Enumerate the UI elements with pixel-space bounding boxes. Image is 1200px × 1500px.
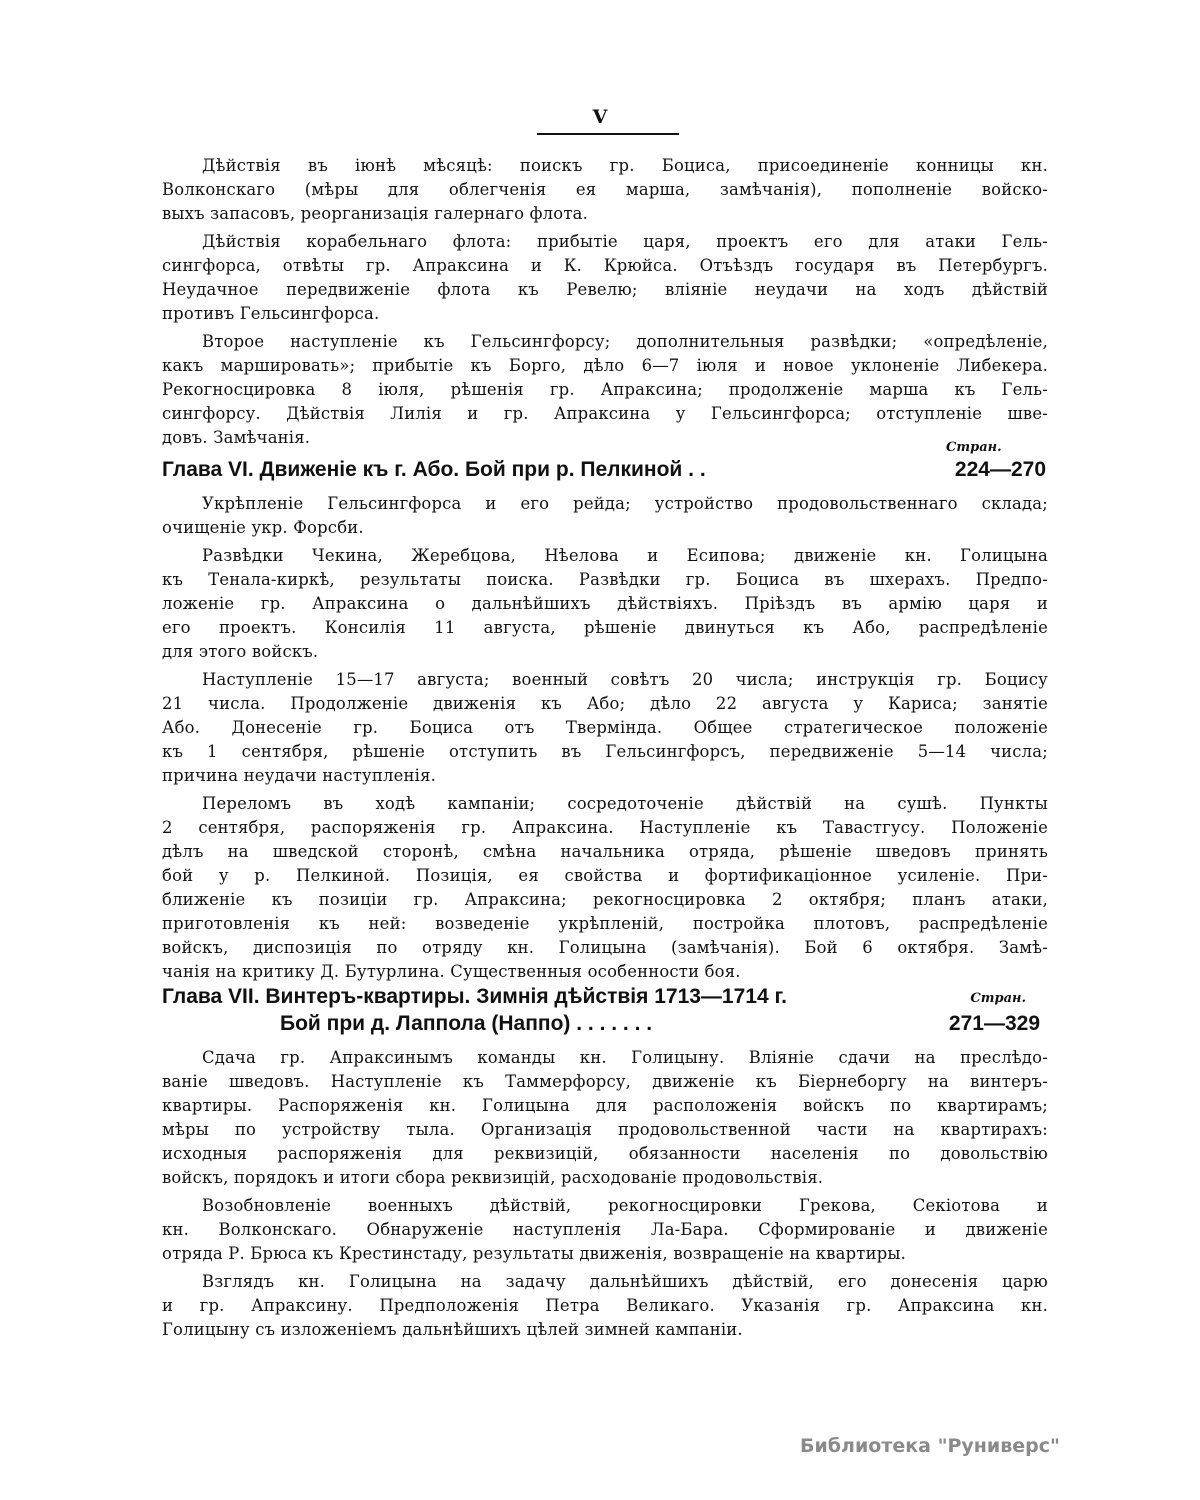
text-line: для этого войскъ. bbox=[162, 642, 319, 661]
text-line: сингфорса, отвѣты гр. Апраксина и К. Крюйса. Отъѣздъ государя въ Петербургъ. bbox=[162, 256, 1048, 275]
text-line: Дѣйствія въ іюнѣ мѣсяцѣ: поискъ гр. Боциса, присоединеніе конницы кн. bbox=[202, 156, 1048, 175]
paragraph bbox=[162, 1046, 1048, 1190]
chapter-7-heading-line-1 bbox=[162, 985, 1046, 1009]
text-line: Рекогносцировка 8 іюля, рѣшенія гр. Апраксина; продолженіе марша къ Гель- bbox=[162, 380, 1048, 399]
chapter-6-heading bbox=[162, 458, 1046, 482]
chapter-7-heading-line-2 bbox=[280, 1012, 1040, 1036]
paragraph bbox=[162, 154, 1048, 226]
text-line: бой у р. Пелкиной. Позиція, ея свойства и фортификаціонное усиленіе. При- bbox=[162, 866, 1048, 885]
text-line: мѣры по устройству тыла. Организація продовольственной части на квартирахъ: bbox=[162, 1120, 1048, 1139]
text-line: противъ Гельсингфорса. bbox=[162, 304, 380, 323]
text-line: квартиры. Распоряженія кн. Голицына для расположенія войскъ по квартирамъ; bbox=[162, 1096, 1048, 1115]
chapter-6-pages: 224—270 bbox=[954, 458, 1046, 481]
page-number: V bbox=[592, 106, 608, 128]
text-line: Дѣйствія корабельнаго флота: прибытіе царя, проектъ его для атаки Гель- bbox=[202, 232, 1048, 251]
text-line: Або. Донесеніе гр. Боциса отъ Твермінда. Общее стратегическое положеніе bbox=[162, 718, 1048, 737]
text-line: Наступленіе 15—17 августа; военный совѣтъ 20 числа; инструкція гр. Боцису bbox=[202, 670, 1048, 689]
text-line: войскъ, порядокъ и итоги сбора реквизицій, расходованіе продовольствія. bbox=[162, 1168, 824, 1187]
library-watermark: Библиотека "Руниверс" bbox=[800, 1435, 1060, 1457]
paragraph bbox=[162, 492, 1048, 540]
text-line: исходныя распоряженія для реквизицій, обязанности населенія по довольствію bbox=[162, 1144, 1048, 1163]
text-line: ваніе шведовъ. Наступленіе къ Таммерфорсу, движеніе къ Біернеборгу на винтеръ- bbox=[162, 1072, 1048, 1091]
text-line: очищеніе укр. Форсби. bbox=[162, 518, 364, 537]
text-line: къ Тенала-киркѣ, результаты поиска. Развѣдки гр. Боциса въ шхерахъ. Предпо- bbox=[162, 570, 1048, 589]
text-line: Неудачное передвиженіе флота къ Ревелю; вліяніе неудачи на ходъ дѣйствій bbox=[162, 280, 1048, 299]
text-line: его проектъ. Консилія 11 августа, рѣшеніе двинуться къ Або, распредѣленіе bbox=[162, 618, 1048, 637]
text-line: сингфорсу. Дѣйствія Лилія и гр. Апраксина у Гельсингфорса; отступленіе шве- bbox=[162, 404, 1048, 423]
text-line: Развѣдки Чекина, Жеребцова, Нѣелова и Есипова; движеніе кн. Голицына bbox=[202, 546, 1048, 565]
text-line: кн. Волконскаго. Обнаруженіе наступленія Ла-Бара. Сформированіе и движеніе bbox=[162, 1220, 1048, 1239]
text-line: причина неудачи наступленія. bbox=[162, 766, 437, 785]
paragraph bbox=[162, 1194, 1048, 1266]
text-line: ложеніе гр. Апраксина о дальнѣйшихъ дѣйствіяхъ. Пріѣздъ въ армію царя и bbox=[162, 594, 1048, 613]
chapter-7-title-line-2: Бой при д. Лаппола (Наппо) . . . . . . . bbox=[280, 1012, 653, 1035]
paragraph bbox=[162, 1270, 1048, 1342]
text-line: Волконскаго (мѣры для облегченія ея марша, замѣчанія), пополненіе войско- bbox=[162, 180, 1048, 199]
paragraph bbox=[162, 544, 1048, 664]
text-line: Второе наступленіе къ Гельсингфорсу; дополнительныя развѣдки; «опредѣленіе, bbox=[202, 332, 1048, 351]
text-line: отряда Р. Брюса къ Крестинстаду, результаты движенія, возвращеніе на квартиры. bbox=[162, 1244, 907, 1263]
chapter-7-text bbox=[162, 1046, 1048, 1346]
text-line: къ 1 сентября, рѣшеніе отступить въ Гельсингфорсъ, передвиженіе 5—14 числа; bbox=[162, 742, 1048, 761]
text-line: Взглядъ кн. Голицына на задачу дальнѣйшихъ дѣйствій, его донесенія царю bbox=[202, 1272, 1048, 1291]
text-line: Голицыну съ изложеніемъ дальнѣйшихъ цѣлей зимней кампаніи. bbox=[162, 1320, 743, 1339]
chapter-6-text bbox=[162, 492, 1048, 988]
text-line: ближеніе къ позиціи гр. Апраксина; рекогносцировка 2 октября; планъ атаки, bbox=[162, 890, 1048, 909]
text-line: Переломъ въ ходѣ кампаніи; сосредоточеніе дѣйствій на сушѣ. Пункты bbox=[202, 794, 1048, 813]
text-line: Укрѣпленіе Гельсингфорса и его рейда; устройство продовольственнаго склада; bbox=[202, 494, 1048, 513]
text-line: 2 сентября, распоряженія гр. Апраксина. Наступленіе къ Тавастгусу. Положеніе bbox=[162, 818, 1048, 837]
paragraph bbox=[162, 330, 1048, 450]
text-line: войскъ, диспозиція по отряду кн. Голицына (замѣчанія). Бой 6 октября. Замѣ- bbox=[162, 938, 1048, 957]
paragraph bbox=[162, 792, 1048, 984]
section-1-text bbox=[162, 154, 1048, 454]
text-line: выхъ запасовъ, реорганизація галернаго флота. bbox=[162, 204, 588, 223]
chapter-7-pages: 271—329 bbox=[948, 1012, 1040, 1035]
text-line: довъ. Замѣчанія. bbox=[162, 428, 311, 447]
chapter-7-page-label: Стран. bbox=[970, 991, 1026, 1006]
header-rule bbox=[537, 133, 679, 135]
text-line: Сдача гр. Апраксинымъ команды кн. Голицыну. Вліяніе сдачи на преслѣдо- bbox=[202, 1048, 1048, 1067]
text-line: и гр. Апраксину. Предположенія Петра Великаго. Указанія гр. Апраксина кн. bbox=[162, 1296, 1048, 1315]
chapter-6-page-label: Стран. bbox=[946, 440, 1002, 455]
chapter-6-title: Глава VI. Движеніе къ г. Або. Бой при р. Пелкиной . . bbox=[162, 458, 706, 481]
text-line: дѣлъ на шведской сторонѣ, смѣна начальника отряда, рѣшеніе шведовъ принять bbox=[162, 842, 1048, 861]
text-line: 21 числа. Продолженіе движенія къ Або; дѣло 22 августа у Кариса; занятіе bbox=[162, 694, 1048, 713]
text-line: Возобновленіе военныхъ дѣйствій, рекогносцировки Грекова, Секіотова и bbox=[202, 1196, 1048, 1215]
text-line: чанія на критику Д. Бутурлина. Существенныя особенности боя. bbox=[162, 962, 741, 981]
text-line: какъ маршировать»; прибытіе къ Борго, дѣло 6—7 іюля и новое уклоненіе Либекера. bbox=[162, 356, 1048, 375]
chapter-7-title-line-1: Глава VII. Винтеръ-квартиры. Зимнія дѣйствія 1713—1714 г. bbox=[162, 985, 787, 1008]
paragraph bbox=[162, 668, 1048, 788]
paragraph bbox=[162, 230, 1048, 326]
text-line: приготовленія къ ней: возведеніе укрѣпленій, постройка плотовъ, распредѣленіе bbox=[162, 914, 1048, 933]
